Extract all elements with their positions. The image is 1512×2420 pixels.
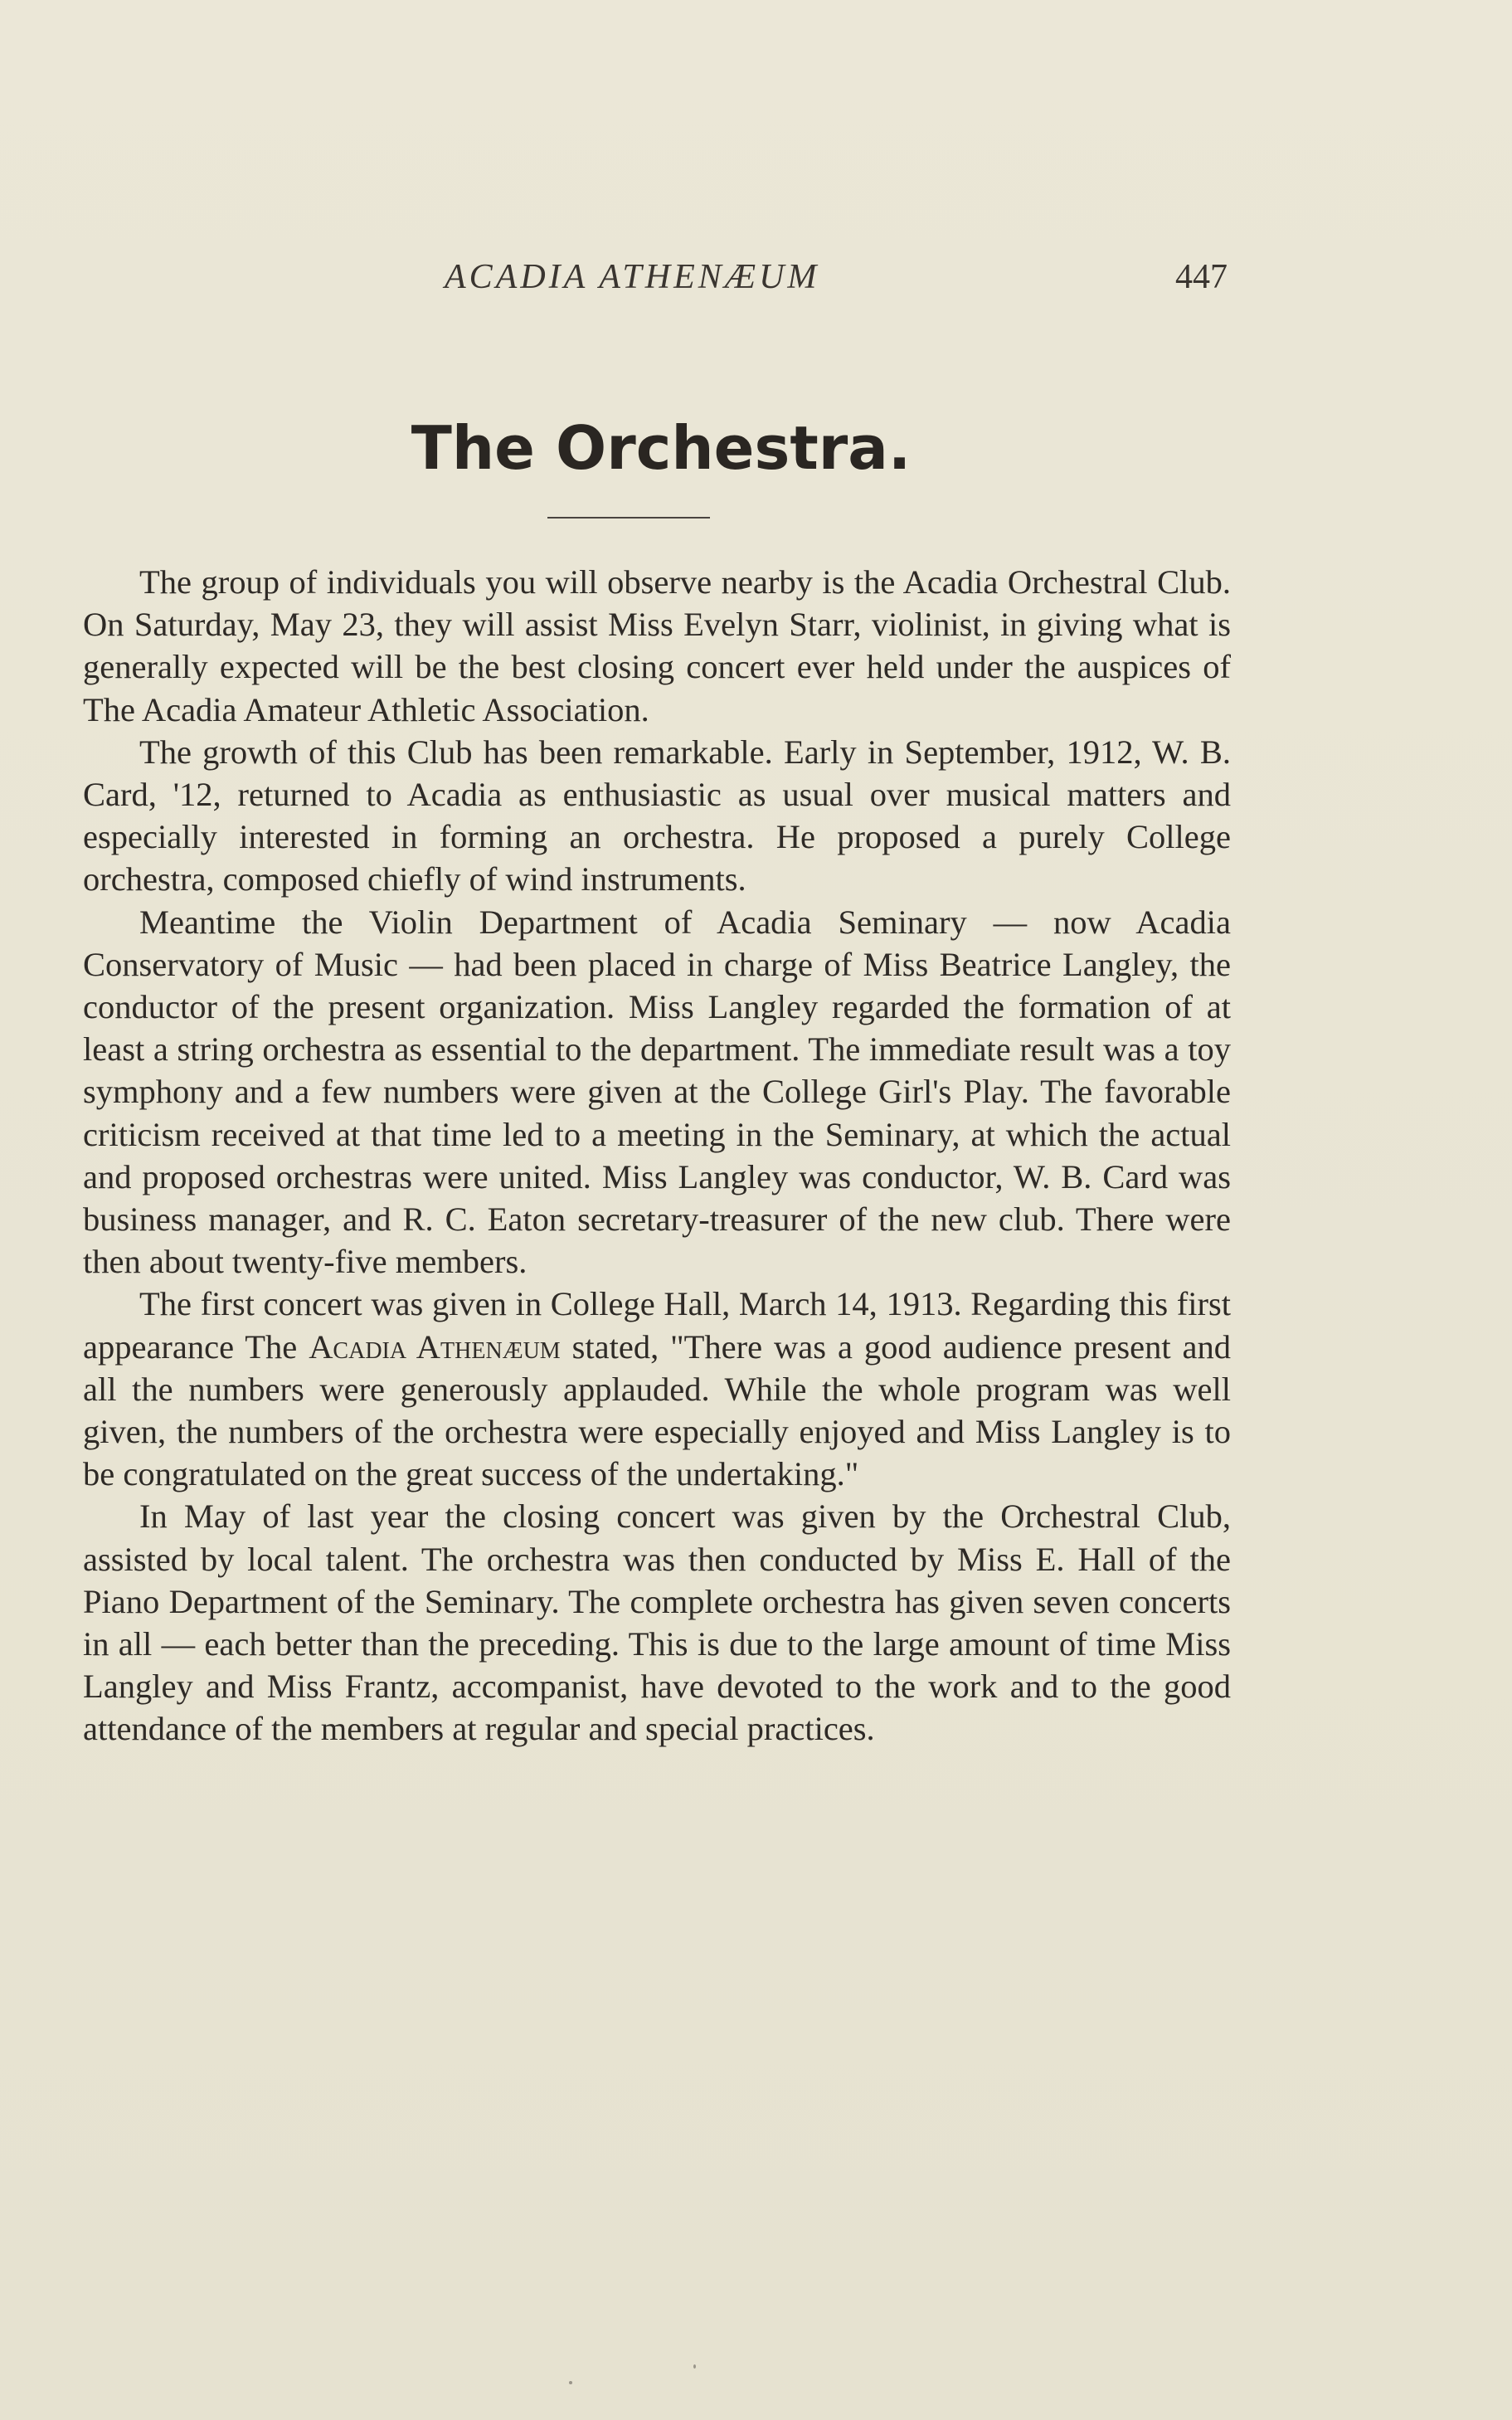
paragraph: In May of last year the closing concert was given by the Orchestral Club, assisted by local talent. The orchestra was then conducted by Miss E. Hall of the Piano Department of the Seminary. The complete orchestra has given seven concerts in all — each better than the preceding. This is due to the large amount of time Miss Langley and Miss Frantz, accompanist, have devoted to the work and to the good attendance of the members at regular and special practices. [83,1497,1231,1748]
paragraph-text: stated, "There was a good audience present and all the numbers were generously applauded. While the whole program was well given, the numbers of the orchestra were especially enjoyed and Miss Langley is to be congratulated on the great success of the undertaking." [83,1327,1231,1493]
paragraph: The group of individuals you will observe nearby is the Acadia Orchestral Club. On Saturday, May 23, they will assist Miss Evelyn Starr, violinist, in giving what is generally expected will be the best closing concert ever held under the auspices of The Acadia Amateur Athletic Association. [83,563,1231,728]
title-rule [547,517,710,519]
article-body [83,561,1231,1750]
paragraph-text: The first concert was given in College Hall, March 14, 1913. Regarding this first appearance The [83,1285,1231,1366]
article-title: The Orchestra. [411,413,912,483]
paragraph: The growth of this Club has been remarkable. Early in September, 1912, W. B. Card, '12, returned to Acadia as enthusiastic as usual over musical matters and especially interested in forming an orchestra. He proposed a purely College orchestra, composed chiefly of wind instruments. [83,733,1231,898]
page-number: 447 [1175,258,1228,296]
running-head [83,257,1228,304]
paragraph [83,1283,1231,1495]
paragraph: Meantime the Violin Department of Acadia Seminary — now Acadia Conservatory of Music — had been placed in charge of Miss Beatrice Langley, the conductor of the present organization. Miss Langley regarded the formation of at least a string orchestra as essential to the department. The immediate result was a toy symphony and a few numbers were given at the College Girl's Play. The favorable criticism received at that time led to a meeting in the Seminary, at which the actual and proposed orchestras were united. Miss Langley was conductor, W. B. Card was business manager, and R. C. Eaton secretary-treasurer of the new club. There were then about twenty-five members. [83,903,1231,1281]
journal-name: ACADIA ATHENÆUM [445,258,820,296]
paper-speck [693,2364,696,2369]
journal-name-smallcaps: Acadia Athenæum [309,1327,561,1366]
paper-speck [569,2381,572,2384]
